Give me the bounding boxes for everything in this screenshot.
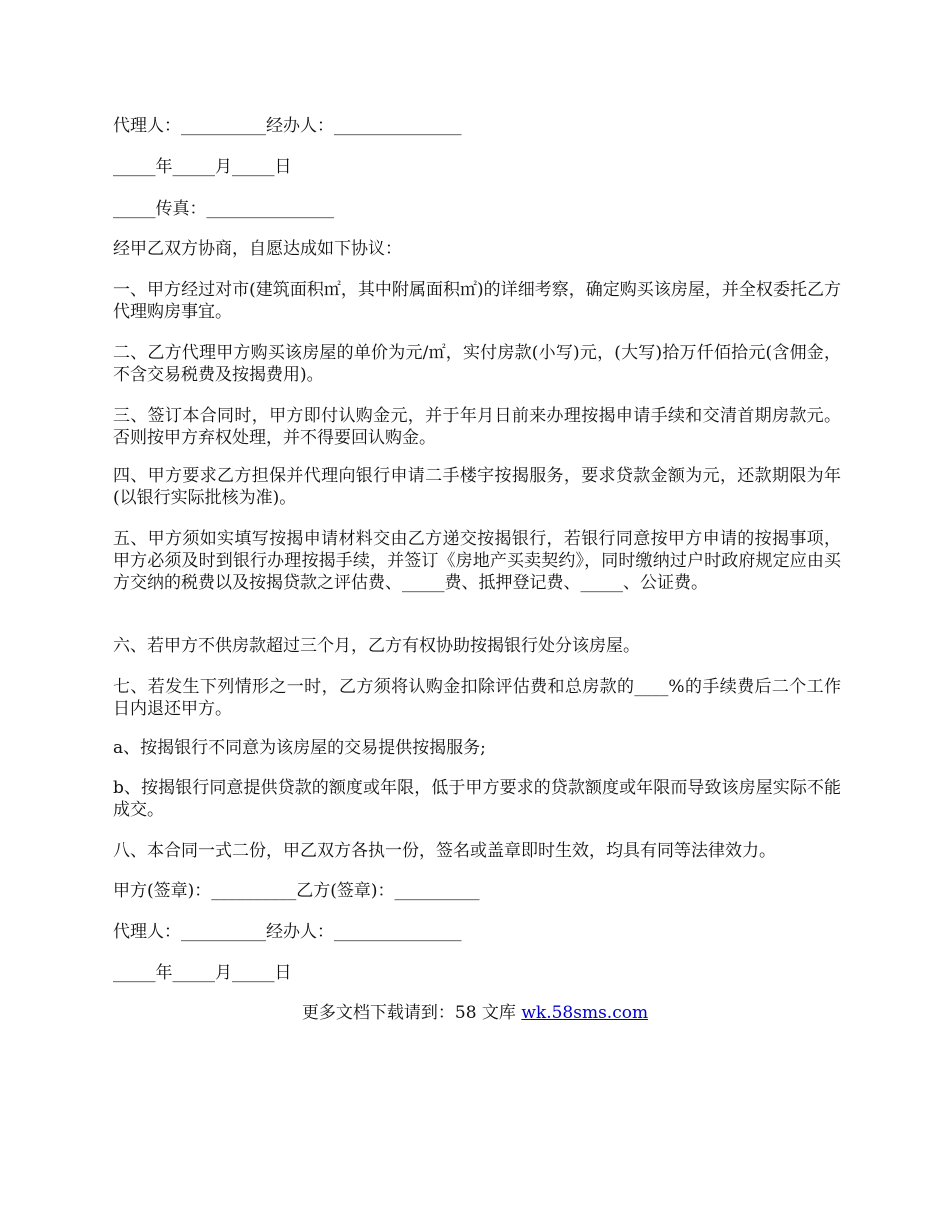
footer-text: 更多文档下载请到：58 文库 bbox=[301, 1003, 522, 1023]
fax-line: _____传真：_______________ bbox=[113, 199, 334, 219]
clause-8: 八、本合同一式二份，甲乙双方各执一份，签名或盖章即时生效，均具有同等法律效力。 bbox=[113, 841, 776, 861]
date-line-2: _____年_____月_____日 bbox=[113, 963, 292, 983]
clause-3: 三、签订本合同时，甲方即付认购金元，并于年月日前来办理按揭申请手续和交清首期房款元。否则按甲方弃权处理，并不得要回认购金。 bbox=[113, 406, 841, 448]
clause-4: 四、甲方要求乙方担保并代理向银行申请二手楼宇按揭服务，要求贷款金额为元，还款期限为年(以银行实际批核为准)。 bbox=[113, 466, 841, 508]
clause-7: 七、若发生下列情形之一时，乙方须将认购金扣除评估费和总房款的____%的手续费后二个工作日内退还甲方。 bbox=[113, 677, 841, 719]
clause-7a: a、按揭银行不同意为该房屋的交易提供按揭服务; bbox=[113, 738, 486, 758]
clause-5: 五、甲方须如实填写按揭申请材料交由乙方递交按揭银行，若银行同意按甲方申请的按揭事项，甲方必须及时到银行办理按揭手续，并签订《房地产买卖契约》，同时缴纳过户时政府规定应由买方交纳的税费以及按揭贷款之评估费、_____费、抵押登记费、_____、公证费。 bbox=[113, 529, 841, 593]
agent-handler-line-2: 代理人：__________经办人：_______________ bbox=[113, 922, 462, 942]
date-line: _____年_____月_____日 bbox=[113, 157, 292, 177]
footer bbox=[0, 1002, 950, 1024]
clause-7b: b、按揭银行同意提供贷款的额度或年限，低于甲方要求的贷款额度或年限而导致该房屋实际不能成交。 bbox=[113, 778, 841, 820]
clause-2: 二、乙方代理甲方购买该房屋的单价为元/㎡，实付房款(小写)元，(大写)拾万仟佰拾元(含佣金，不含交易税费及按揭费用)。 bbox=[113, 343, 841, 385]
clause-1: 一、甲方经过对市(建筑面积㎡，其中附属面积㎡)的详细考察，确定购买该房屋，并全权委托乙方代理购房事宜。 bbox=[113, 280, 841, 322]
footer-link[interactable]: wk.58sms.com bbox=[521, 1003, 649, 1023]
clause-6: 六、若甲方不供房款超过三个月，乙方有权协助按揭银行处分该房屋。 bbox=[113, 636, 640, 656]
signature-line: 甲方(签章)：__________乙方(签章)：__________ bbox=[113, 881, 480, 901]
intro-paragraph: 经甲乙双方协商，自愿达成如下协议： bbox=[113, 239, 402, 259]
agent-handler-line: 代理人：__________经办人：_______________ bbox=[113, 116, 462, 136]
